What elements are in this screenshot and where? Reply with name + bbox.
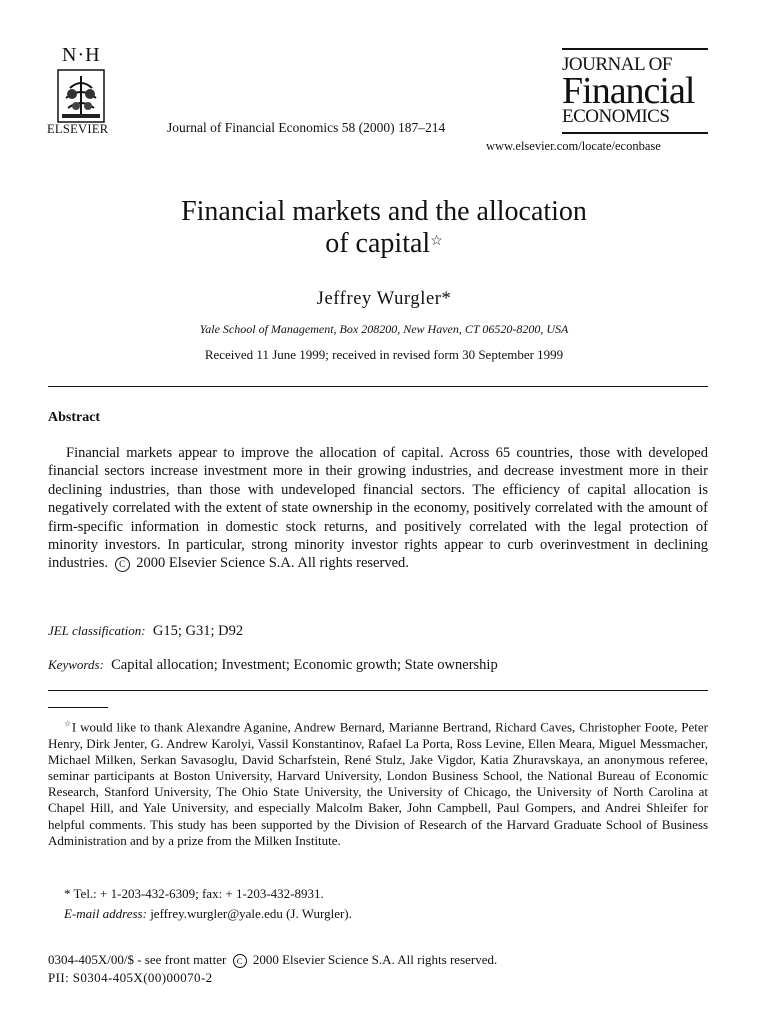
pii-line: PII: S0304-405X(00)00070-2 xyxy=(48,970,213,985)
keywords xyxy=(48,657,498,674)
journal-logo xyxy=(562,48,708,134)
footnote-rule xyxy=(48,707,108,708)
journal-reference: Journal of Financial Economics 58 (2000) 187–214 xyxy=(167,120,446,135)
acknowledgement-text: I would like to thank Alexandre Aganine, Andrew Bernard, Marianne Bertrand, Richard Caves, Christopher Foote, Peter Henry, Dirk Jenter, G. Andrew Karolyi, Vassil Konstantinov, Rafael La Porta, Ross Levine, Ellen Meara, Miguel Messmacher, Michael Milken, Serkan Savasoglu, David Scharfstein, René Stulz, Jake Vigdor, Katia Zhuravskaya, an anonymous referee, seminar participants at Boston University, Harvard University, London Business School, the National Bureau of Economic Research, Stanford University, The Ohio State University, the University of Chicago, the University of North Carolina at Chapel Hill, and Yale University, and especially Malcolm Baker, John Campbell, Paul Gompers, and Andrei Shleifer for helpful comments. This study has been supported by the Division of Research of the Harvard Graduate School of Business Administration and by a prize from the Milken Institute. xyxy=(48,719,709,848)
publisher-logo-mark: N·H xyxy=(62,44,101,66)
abstract-copyright: 2000 Elsevier Science S.A. All rights reserved. xyxy=(136,555,409,572)
journal-logo-line2: Financial xyxy=(562,70,695,112)
jel-value: G15; G31; D92 xyxy=(152,623,244,639)
title-footnote-mark: ☆ xyxy=(430,234,443,249)
author-name: Jeffrey Wurgler* xyxy=(316,289,452,309)
email-value[interactable]: jeffrey.wurgler@yale.edu (J. Wurgler). xyxy=(150,906,352,921)
bottom-copyright: 2000 Elsevier Science S.A. All rights reserved. xyxy=(252,952,498,967)
abstract-text: Financial markets appear to improve the allocation of capital. Across 65 countries, those with developed financial sectors increase investment more in their growing industries, and decrease investment more in their declining industries, than those with undeveloped financial sectors. The efficiency of capital allocation is negatively correlated with the extent of state ownership in the economy, positively correlated with the amount of firm-specific information in domestic stock returns, and positively correlated with the legal protection of minority investors. In particular, strong minority investor rights appear to curb overinvestment in declining industries. xyxy=(48,445,708,572)
abstract-body xyxy=(48,444,708,573)
title-line-2: of capital xyxy=(325,228,431,259)
copyright-icon: C xyxy=(115,557,130,572)
divider-bottom xyxy=(48,690,708,691)
abstract-heading: Abstract xyxy=(48,410,101,425)
publisher-name: ELSEVIER xyxy=(47,122,109,136)
issn-text: 0304-405X/00/$ - see front matter xyxy=(48,952,227,967)
keywords-value: Capital allocation; Investment; Economic growth; State ownership xyxy=(111,657,498,673)
article-title xyxy=(0,196,768,260)
jel-label: JEL classification: xyxy=(48,623,146,638)
title-line-1: Financial markets and the allocation xyxy=(181,196,587,227)
title-line-2-wrap xyxy=(0,228,768,260)
received-dates: Received 11 June 1999; received in revised form 30 September 1999 xyxy=(204,347,564,362)
author-affiliation: Yale School of Management, Box 208200, New Haven, CT 06520-8200, USA xyxy=(199,322,569,336)
author-email xyxy=(64,906,352,922)
keywords-label: Keywords: xyxy=(48,657,104,672)
footnote-mark: ☆ xyxy=(64,719,72,728)
jel-classification xyxy=(48,623,243,640)
issn-line xyxy=(48,952,497,968)
email-label: E-mail address: xyxy=(64,906,147,921)
acknowledgement-footnote xyxy=(48,716,708,849)
journal-logo-line3: ECONOMICS xyxy=(562,108,708,134)
divider-top xyxy=(48,386,708,387)
elsevier-tree-logo xyxy=(50,68,112,124)
journal-url[interactable]: www.elsevier.com/locate/econbase xyxy=(486,139,661,153)
journal-logo-line1: JOURNAL OF xyxy=(562,48,708,74)
author-phone: * Tel.: + 1-203-432-6309; fax: + 1-203-432-8931. xyxy=(64,886,324,901)
copyright-icon-bottom: C xyxy=(233,954,247,968)
